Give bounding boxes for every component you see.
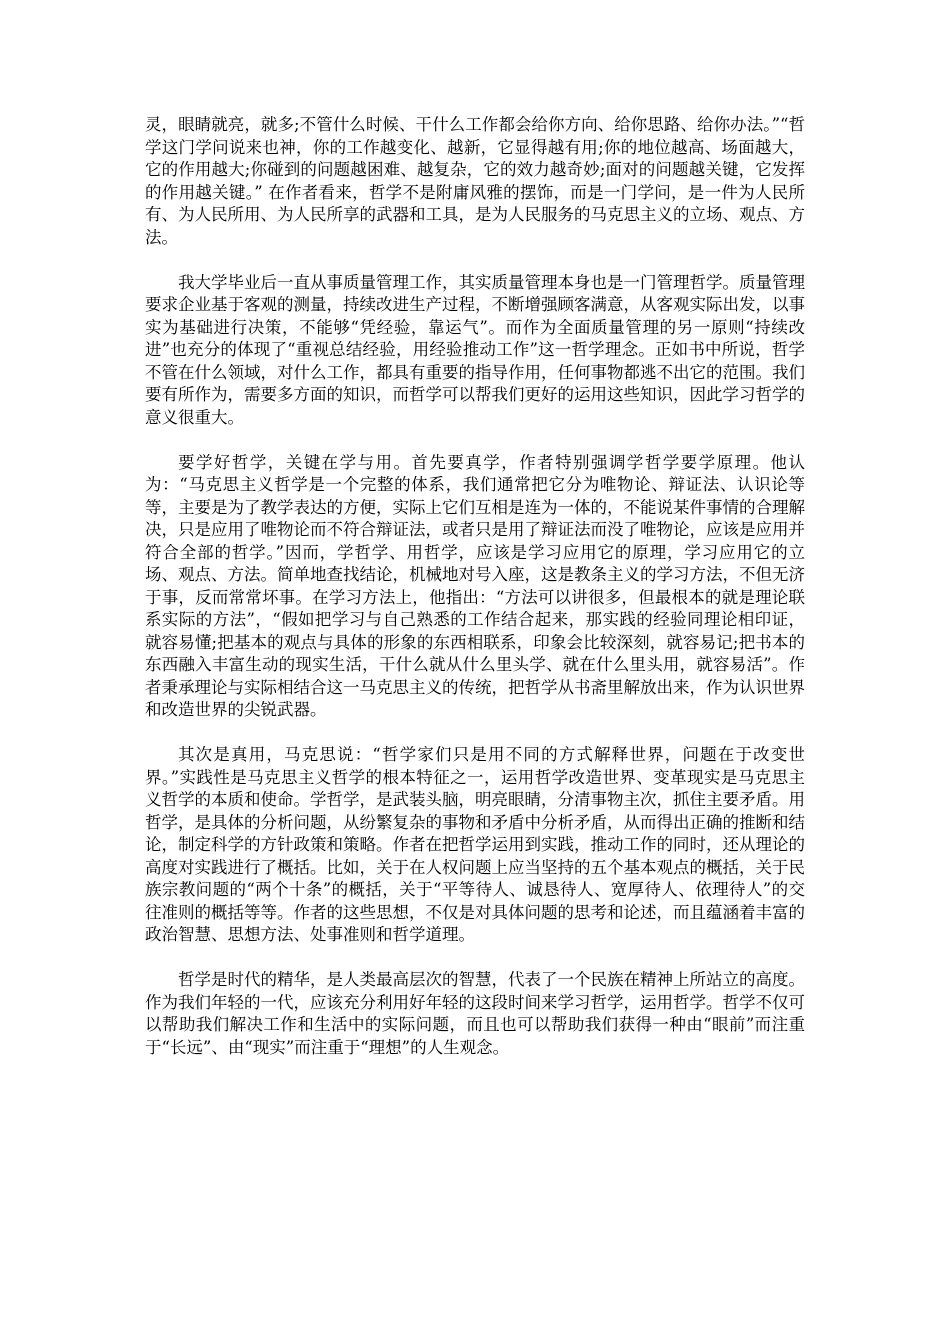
paragraph-2: 我大学毕业后一直从事质量管理工作，其实质量管理本身也是一门管理哲学。质量管理要求企业基于客观的测量，持续改进生产过程，不断增强顾客满意，从客观实际出发，以事实为基础进行决策，不能够“凭经验，靠运气”。而作为全面质量管理的另一原则“持续改进”也充分的体现了“重视总结经验，用经验推动工作”这一哲学理念。正如书中所说，哲学不管在什么领域，对什么工作，都具有重要的指导作用，任何事物都逃不出它的范围。我们要有所作为，需要多方面的知识，而哲学可以帮我们更好的运用这些知识，因此学习哲学的意义很重大。 [145, 272, 805, 427]
paragraph-5: 哲学是时代的精华，是人类最高层次的智慧，代表了一个民族在精神上所站立的高度。作为我们年轻的一代，应该充分利用好年轻的这段时间来学习哲学，运用哲学。哲学不仅可以帮助我们解决工作和生活中的实际问题，而且也可以帮助我们获得一种由“眼前”而注重于“长远”、由“现实”而注重于“理想”的人生观念。 [145, 970, 805, 1057]
paragraph-1: 灵，眼睛就亮，就多;不管什么时候、干什么工作都会给你方向、给你思路、给你办法。”“哲学这门学问说来也神，你的工作越变化、越新，它显得越有用;你的地位越高、场面越大，它的作用越大;你碰到的问题越困难、越复杂，它的效力越奇妙;面对的问题越关键，它发挥的作用越关键。” 在作者看来，哲学不是附庸风雅的摆饰，而是一门学问，是一件为人民所有、为人民所用、为人民所享的武器和工具，是为人民服务的马克思主义的立场、观点、方法。 [145, 115, 805, 247]
paragraph-3: 要学好哲学，关键在学与用。首先要真学，作者特别强调学哲学要学原理。他认为：“马克思主义哲学是一个完整的体系，我们通常把它分为唯物论、辩证法、认识论等等，主要是为了教学表达的方便，实际上它们互相是连为一体的，不能说某件事情的合理解决，只是应用了唯物论而不符合辩证法，或者只是用了辩证法而没了唯物论，应该是应用并符合全部的哲学。”因而，学哲学、用哲学，应该是学习应用它的原理，学习应用它的立场、观点、方法。简单地查找结论，机械地对号入座，这是教条主义的学习方法，不但无济于事，反而常常坏事。在学习方法上，他指出：“方法可以讲很多，但最根本的就是理论联系实际的方法”，“假如把学习与自己熟悉的工作结合起来，那实践的经验同理论相印证，就容易懂;把基本的观点与具体的形象的东西相联系，印象会比较深刻，就容易记;把书本的东西融入丰富生动的现实生活，干什么就从什么里头学、就在什么里头用，就容易活”。作者秉承理论与实际相结合这一马克思主义的传统，把哲学从书斋里解放出来，作为认识世界和改造世界的尖锐武器。 [145, 452, 805, 719]
paragraph-4: 其次是真用，马克思说：“哲学家们只是用不同的方式解释世界，问题在于改变世界。”实践性是马克思主义哲学的根本特征之一，运用哲学改造世界、变革现实是马克思主义哲学的本质和使命。学哲学，是武装头脑，明亮眼睛，分清事物主次，抓住主要矛盾。用哲学，是具体的分析问题，从纷繁复杂的事物和矛盾中分析矛盾，从而得出正确的推断和结论，制定科学的方针政策和策略。作者在把哲学运用到实践，推动工作的同时，还从理论的高度对实践进行了概括。比如，关于在人权问题上应当坚持的五个基本观点的概括，关于民族宗教问题的“两个十条”的概括，关于“平等待人、诚恳待人、宽厚待人、依理待人”的交往准则的概括等等。作者的这些思想，不仅是对具体问题的思考和论述，而且蕴涵着丰富的政治智慧、思想方法、处事准则和哲学道理。 [145, 745, 805, 944]
document-body [145, 114, 805, 1082]
